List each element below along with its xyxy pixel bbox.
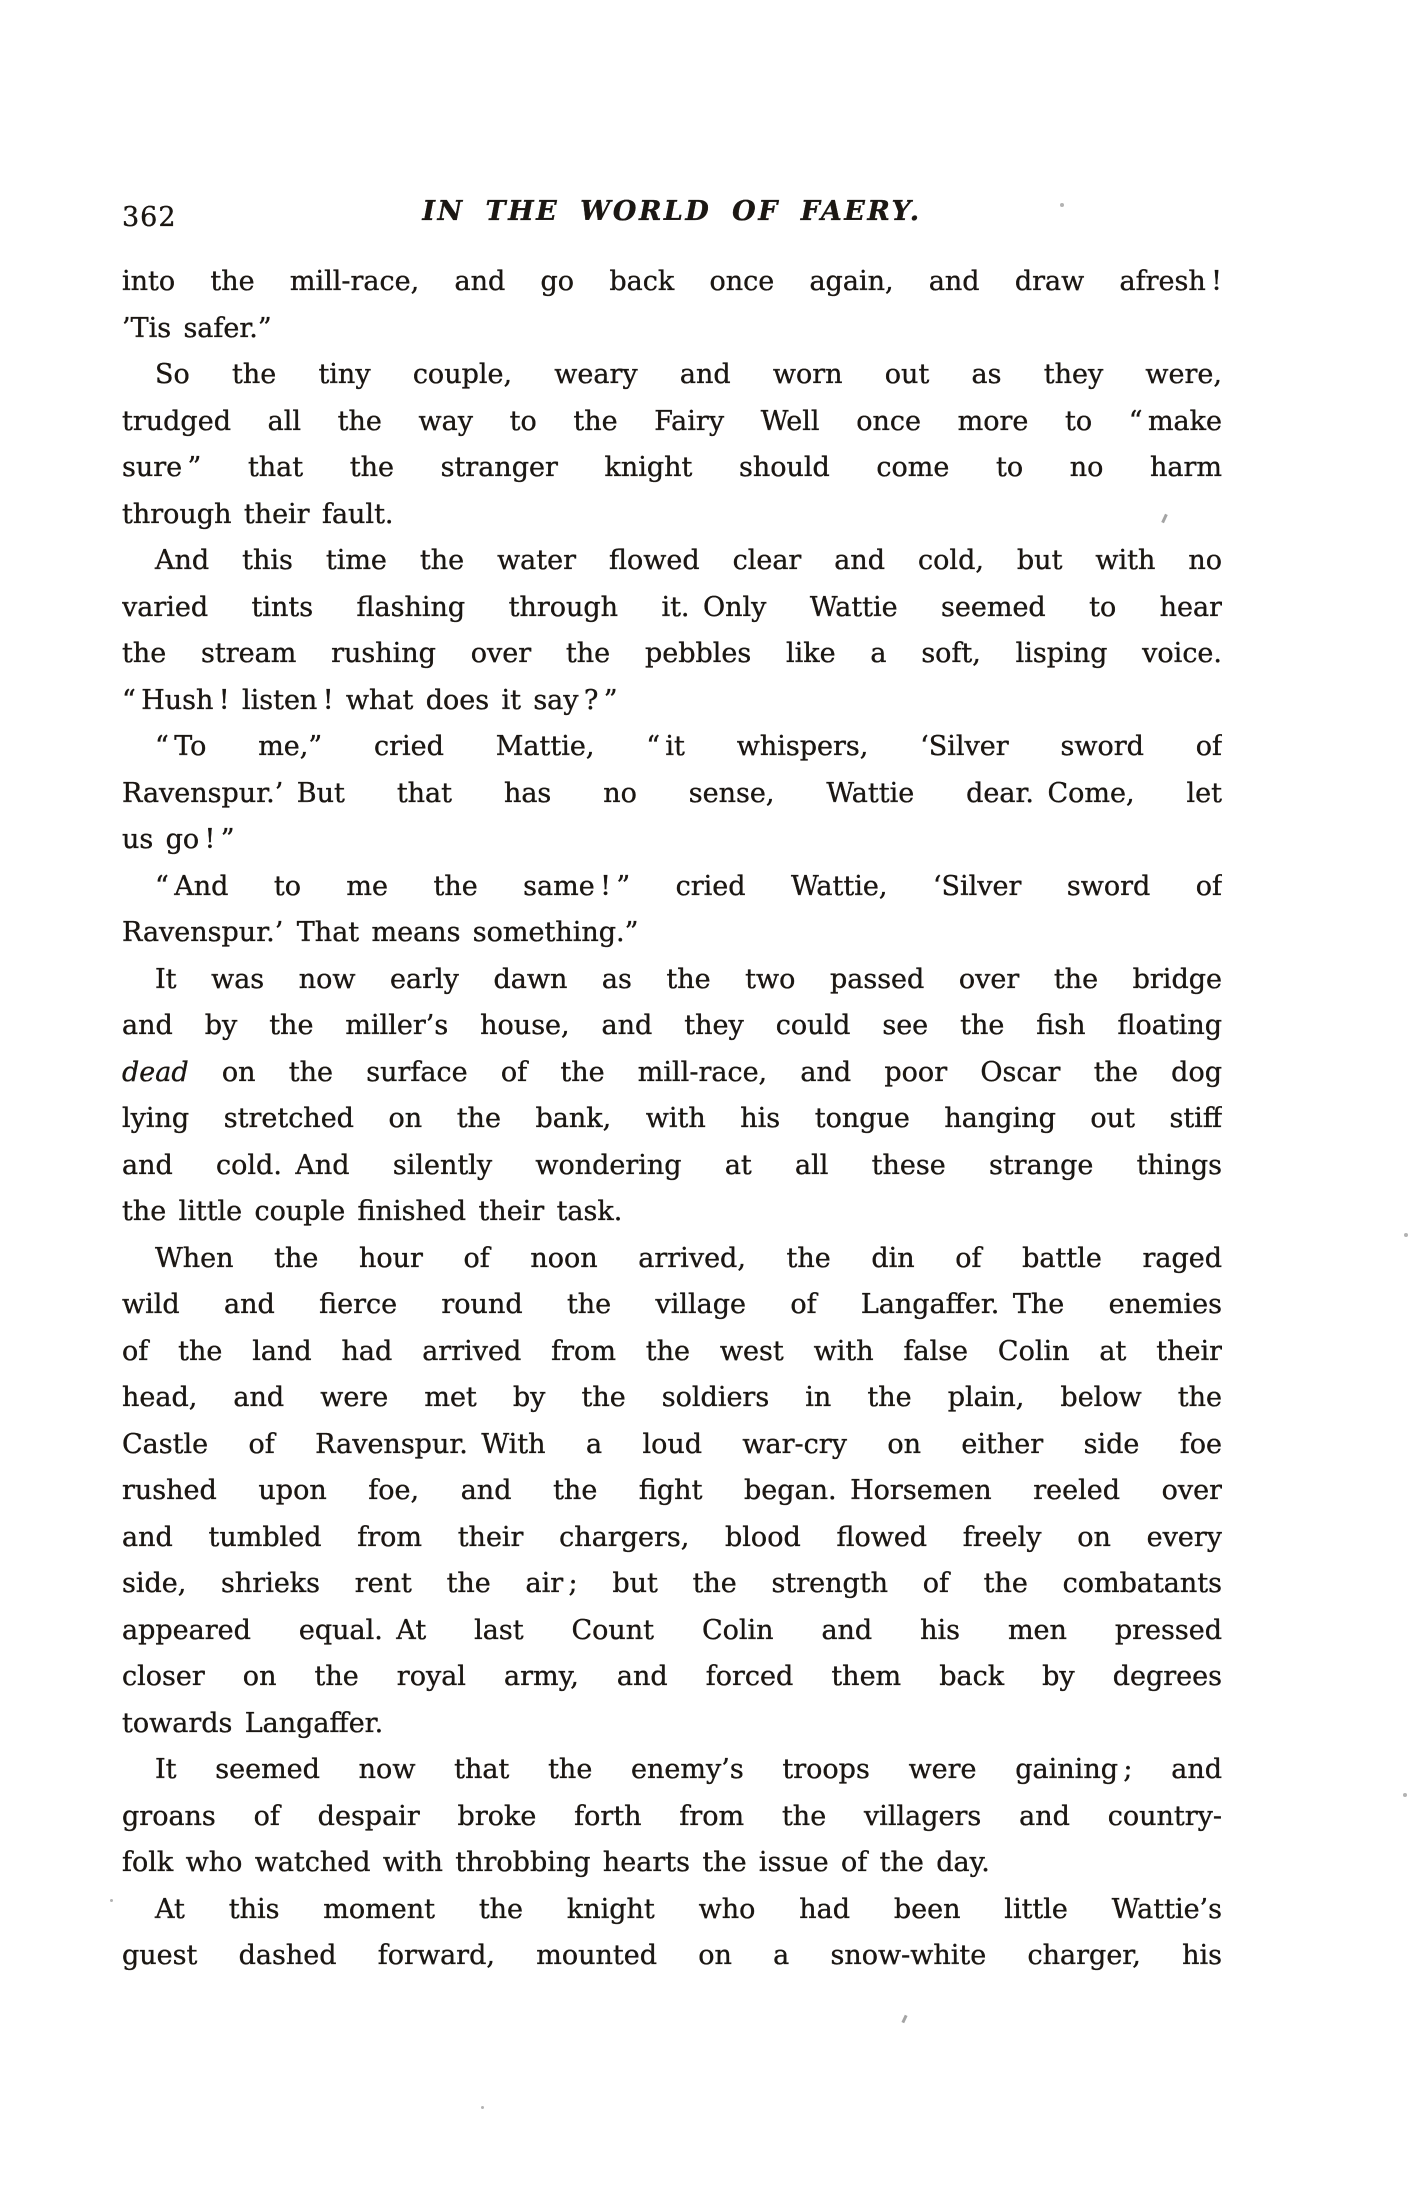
paragraph [122, 538, 1222, 724]
text-line: the stream rushing over the pebbles like a soft, lisping voice. [122, 638, 1222, 669]
text-line: through their fault. [122, 498, 394, 530]
paragraph [122, 1747, 1222, 1887]
paragraph [122, 259, 1222, 352]
text-line: groans of despair broke forth from the villagers and country- [122, 1800, 1222, 1832]
text-line: the little couple finished their task. [122, 1196, 623, 1227]
running-header-title: IN THE WORLD OF FAERY. [422, 196, 922, 227]
text-line: ’Tis safer.” [122, 312, 272, 344]
text-line: side, shrieks rent the air ; but the strength of the combatants [122, 1568, 1222, 1599]
text-line: When the hour of noon arrived, the din of battle raged [155, 1242, 1222, 1274]
scan-speck [901, 2015, 907, 2024]
text-line: And this time the water flowed clear and cold, but with no [155, 545, 1222, 576]
page-number: 362 [122, 202, 177, 233]
paragraph [122, 1236, 1222, 1748]
paragraph [122, 1887, 1222, 1980]
paragraph [122, 352, 1222, 538]
text-line: and cold. And silently wondering at all these strange things [122, 1149, 1222, 1181]
text-line: At this moment the knight who had been little Wattie’s [155, 1893, 1222, 1925]
text-line: and by the miller’s house, and they could see the fish floating [122, 1010, 1222, 1041]
text-line: dead on the surface of the mill-race, and poor Oscar the dog [122, 1056, 1222, 1088]
scan-speck [1060, 203, 1064, 207]
body-text [122, 259, 1222, 1980]
text-line: sure ” that the stranger knight should come to no harm [122, 452, 1222, 483]
text-line: trudged all the way to the Fairy Well once more to “ make [122, 405, 1222, 437]
page-header [122, 196, 1222, 240]
text-line: towards Langaffer. [122, 1707, 384, 1739]
scan-speck [110, 1899, 113, 1902]
paragraph [122, 724, 1222, 864]
text-line: folk who watched with throbbing hearts the issue of the day. [122, 1847, 990, 1878]
text-line: guest dashed forward, mounted on a snow-white charger, his [122, 1940, 1222, 1971]
scan-speck [481, 2106, 484, 2109]
text-line: wild and fierce round the village of Langaffer. The enemies [122, 1289, 1222, 1320]
text-line: head, and were met by the soldiers in the plain, below the [122, 1382, 1222, 1413]
scan-speck [1403, 1793, 1407, 1797]
text-line: It seemed now that the enemy’s troops were gaining ; and [155, 1754, 1222, 1785]
text-line: closer on the royal army, and forced them back by degrees [122, 1661, 1222, 1692]
text-line: rushed upon foe, and the fight began. Horsemen reeled over [122, 1475, 1222, 1506]
text-line: Ravenspur.’ That means something.” [122, 917, 639, 948]
text-line: varied tints flashing through it. Only Wattie seemed to hear [122, 591, 1222, 623]
text-line: “ To me,” cried Mattie, “ it whispers, ‘Silver sword of [155, 731, 1222, 762]
text-line: So the tiny couple, weary and worn out as they were, [155, 359, 1222, 390]
text-line: It was now early dawn as the two passed over the bridge [155, 963, 1222, 995]
text-line: Castle of Ravenspur. With a loud war-cry on either side foe [122, 1428, 1222, 1460]
paragraph [122, 957, 1222, 1236]
text-line: “ Hush ! listen ! what does it say ? ” [122, 684, 618, 716]
text-line: and tumbled from their chargers, blood flowed freely on every [122, 1521, 1222, 1553]
text-line: “ And to me the same ! ” cried Wattie, ‘Silver sword of [155, 870, 1222, 902]
text-line: into the mill-race, and go back once again, and draw afresh ! [122, 266, 1222, 297]
text-line: Ravenspur.’ But that has no sense, Wattie dear. Come, let [122, 777, 1222, 809]
scan-speck [1404, 1233, 1408, 1237]
text-line: lying stretched on the bank, with his tongue hanging out stiff [122, 1103, 1222, 1134]
text-line: of the land had arrived from the west with false Colin at their [122, 1335, 1222, 1367]
text-line: appeared equal. At last Count Colin and his men pressed [122, 1614, 1222, 1646]
paragraph [122, 864, 1222, 957]
text-line: us go ! ” [122, 824, 235, 855]
